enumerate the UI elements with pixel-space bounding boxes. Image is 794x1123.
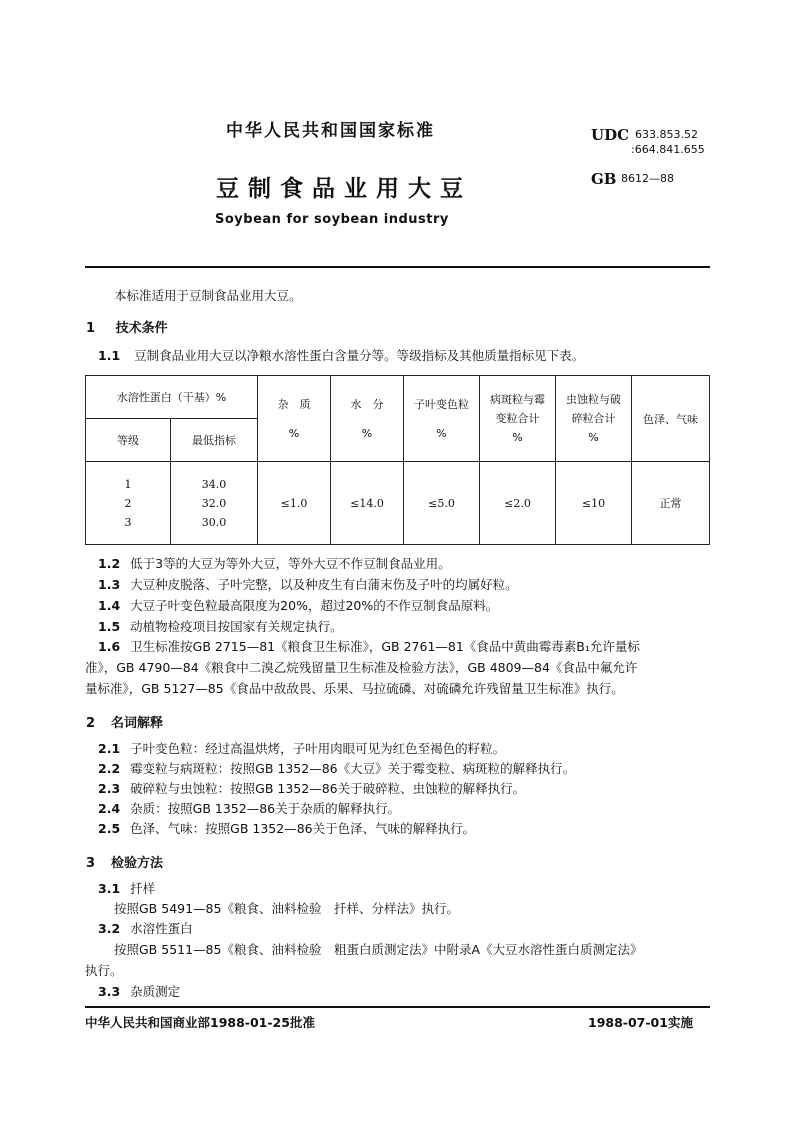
effective-date: 1988-07-01实施 bbox=[588, 1015, 693, 1030]
clause-1-6: 1.6 卫生标准按GB 2715—81《粮食卫生标准》，GB 2761—81《食品中黄曲霉毒素B₁允许量标 bbox=[98, 639, 640, 654]
header-protein: 水溶性蛋白（干基）% bbox=[86, 376, 258, 419]
clause-3-1: 3.1 扦样 bbox=[98, 881, 156, 896]
broken-value: ≤10 bbox=[556, 462, 632, 545]
clause-1-4: 1.4 大豆子叶变色粒最高限度为20%，超过20%的不作豆制食品原料。 bbox=[98, 598, 499, 613]
clause-3-2: 3.2 水溶性蛋白 bbox=[98, 921, 193, 936]
quality-spec-table bbox=[85, 375, 710, 545]
udc-code-2: :664.841.655 bbox=[631, 143, 705, 156]
clause-3-2-line1: 按照GB 5511—85《粮食、油料检验 粗蛋白质测定法》中附录A《大豆水溶性蛋白质测定法》 bbox=[114, 942, 643, 957]
header-rule bbox=[85, 266, 710, 268]
intro-text: 本标准适用于豆制食品业用大豆。 bbox=[114, 288, 302, 303]
clause-3-2-line2: 执行。 bbox=[85, 963, 123, 978]
clause-2-4: 2.4 杂质：按照GB 1352—86关于杂质的解释执行。 bbox=[98, 801, 401, 816]
header-broken: 虫蚀粒与破 碎粒合计 % bbox=[556, 376, 632, 462]
gb-code: 8612—88 bbox=[621, 172, 674, 185]
section-1-heading bbox=[86, 317, 168, 336]
disease-value: ≤2.0 bbox=[480, 462, 556, 545]
approval-text: 中华人民共和国商业部1988-01-25批准 bbox=[85, 1015, 315, 1030]
section-number: 1 bbox=[86, 321, 96, 336]
clause-3-3: 3.3 杂质测定 bbox=[98, 984, 181, 999]
min-cell: 34.0 32.0 30.0 bbox=[171, 462, 258, 545]
clause-number: 1.1 bbox=[98, 348, 121, 363]
english-title: Soybean for soybean industry bbox=[215, 212, 449, 227]
clause-1-1 bbox=[98, 347, 584, 365]
section-title: 技术条件 bbox=[115, 321, 168, 336]
grade-cell: 1 2 3 bbox=[86, 462, 171, 545]
clause-1-6-line3: 量标准》，GB 5127—85《食品中敌敌畏、乐果、马拉硫磷、对硫磷允许残留量卫生标准》执行。 bbox=[85, 681, 624, 696]
impurity-value: ≤1.0 bbox=[258, 462, 331, 545]
clause-2-2: 2.2 霉变粒与病斑粒：按照GB 1352—86《大豆》关于霉变粒、病斑粒的解释执行。 bbox=[98, 761, 576, 776]
header-moisture: 水 分 % bbox=[331, 376, 404, 462]
gb-label: GB bbox=[591, 170, 617, 188]
clause-3-1-text: 按照GB 5491—85《粮食、油料检验 扦样、分样法》执行。 bbox=[114, 901, 459, 916]
moisture-value: ≤14.0 bbox=[331, 462, 404, 545]
clause-1-3: 1.3 大豆种皮脱落、子叶完整，以及种皮生有白蒲末伤及子叶的均属好粒。 bbox=[98, 577, 518, 592]
udc-label: UDC bbox=[591, 126, 630, 144]
header-disease: 病斑粒与霉 变粒合计 % bbox=[480, 376, 556, 462]
section-2-heading: 2 名词解释 bbox=[86, 716, 164, 731]
header-min: 最低指标 bbox=[171, 419, 258, 462]
header-color: 色泽、气味 bbox=[632, 376, 710, 462]
clause-1-2: 1.2 低于3等的大豆为等外大豆，等外大豆不作豆制食品业用。 bbox=[98, 556, 451, 571]
clause-2-3: 2.3 破碎粒与虫蚀粒：按照GB 1352—86关于破碎粒、虫蚀粒的解释执行。 bbox=[98, 781, 526, 796]
document-title: 豆制食品业用大豆 bbox=[216, 176, 472, 202]
udc-code-1: 633.853.52 bbox=[635, 128, 698, 141]
section-3-heading: 3 检验方法 bbox=[86, 856, 164, 871]
color-value: 正常 bbox=[632, 462, 710, 545]
clause-2-1: 2.1 子叶变色粒：经过高温烘烤，子叶用肉眼可见为红色至褐色的籽粒。 bbox=[98, 741, 506, 756]
header-impurity: 杂 质 % bbox=[258, 376, 331, 462]
clause-1-6-line2: 准》，GB 4790—84《粮食中二溴乙烷残留量卫生标准及检验方法》，GB 4809—84《食品中氟允许 bbox=[85, 660, 638, 675]
footer-rule bbox=[85, 1006, 710, 1008]
header-cotyledon: 子叶变色粒 % bbox=[404, 376, 480, 462]
cotyledon-value: ≤5.0 bbox=[404, 462, 480, 545]
clause-1-5: 1.5 动植物检疫项目按国家有关规定执行。 bbox=[98, 619, 343, 634]
clause-text: 豆制食品业用大豆以净粮水溶性蛋白含量分等。等级指标及其他质量指标见下表。 bbox=[134, 348, 585, 363]
org-title: 中华人民共和国国家标准 bbox=[226, 121, 435, 141]
header-grade: 等级 bbox=[86, 419, 171, 462]
clause-2-5: 2.5 色泽、气味：按照GB 1352—86关于色泽、气味的解释执行。 bbox=[98, 821, 476, 836]
